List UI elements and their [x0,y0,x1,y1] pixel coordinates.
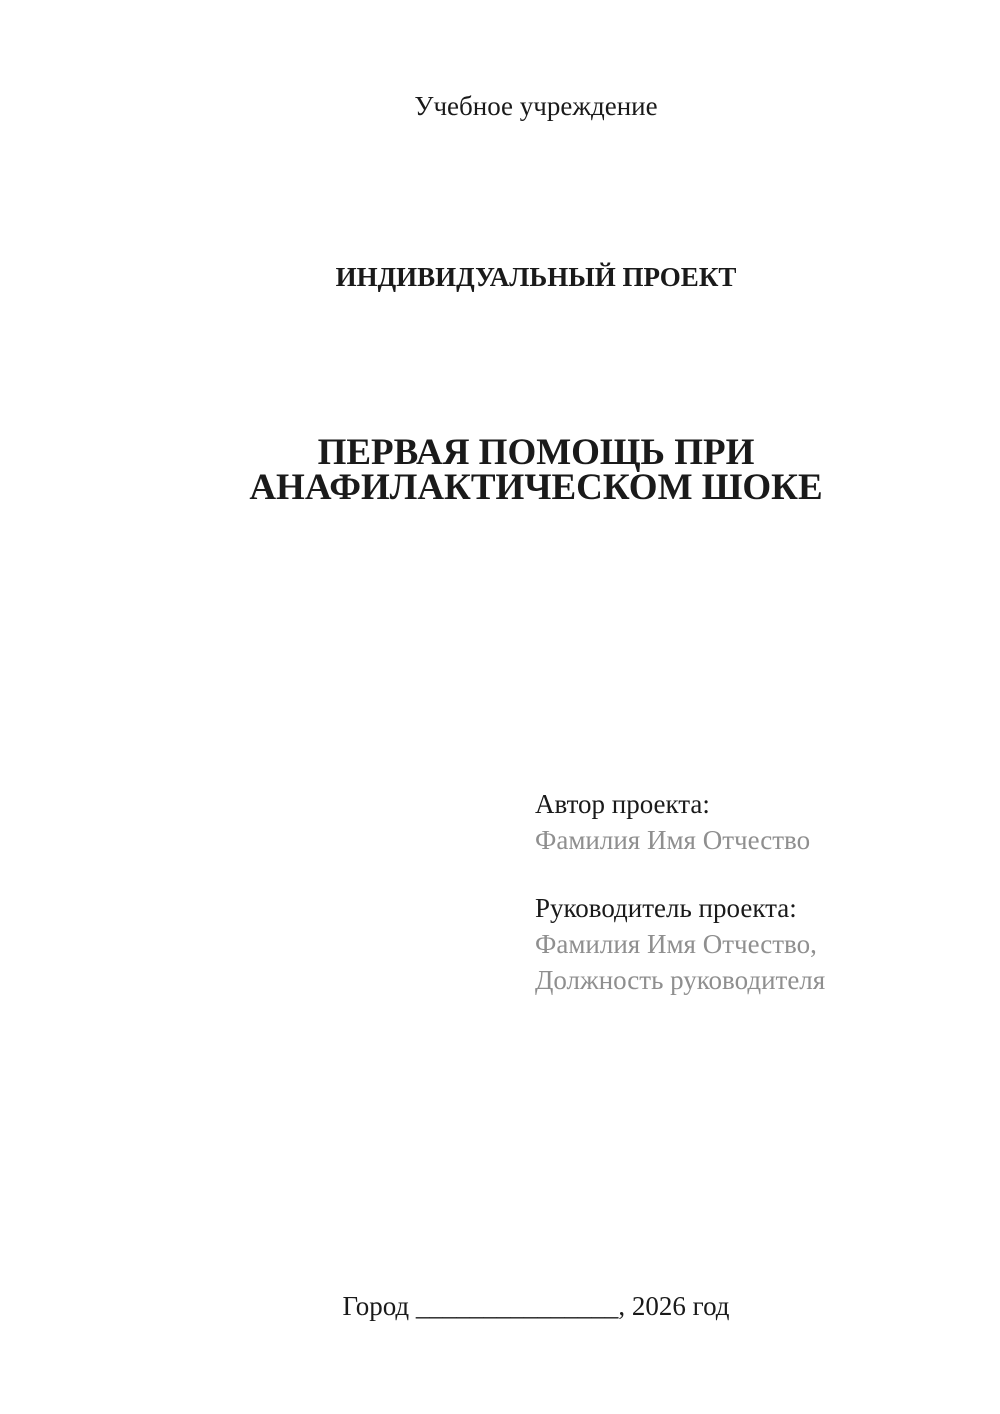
city-year-line: Город _______________, 2026 год [342,1291,730,1321]
supervisor-name-placeholder: Фамилия Имя Отчество, [535,929,817,959]
project-type-heading: ИНДИВИДУАЛЬНЫЙ ПРОЕКТ [335,262,737,292]
author-name-placeholder: Фамилия Имя Отчество [535,825,811,855]
credits-block [535,786,825,998]
author-group [535,786,825,858]
project-title-line1: ПЕРВАЯ ПОМОЩЬ ПРИ [317,432,755,473]
supervisor-label: Руководитель проекта: [535,893,797,923]
project-title [143,432,929,508]
supervisor-group [535,890,825,998]
author-label: Автор проекта: [535,789,710,819]
supervisor-position-placeholder: Должность руководителя [535,965,826,995]
institution-name: Учебное учреждение [414,91,658,121]
project-title-line2: АНАФИЛАКТИЧЕСКОМ ШОКЕ [249,467,823,508]
